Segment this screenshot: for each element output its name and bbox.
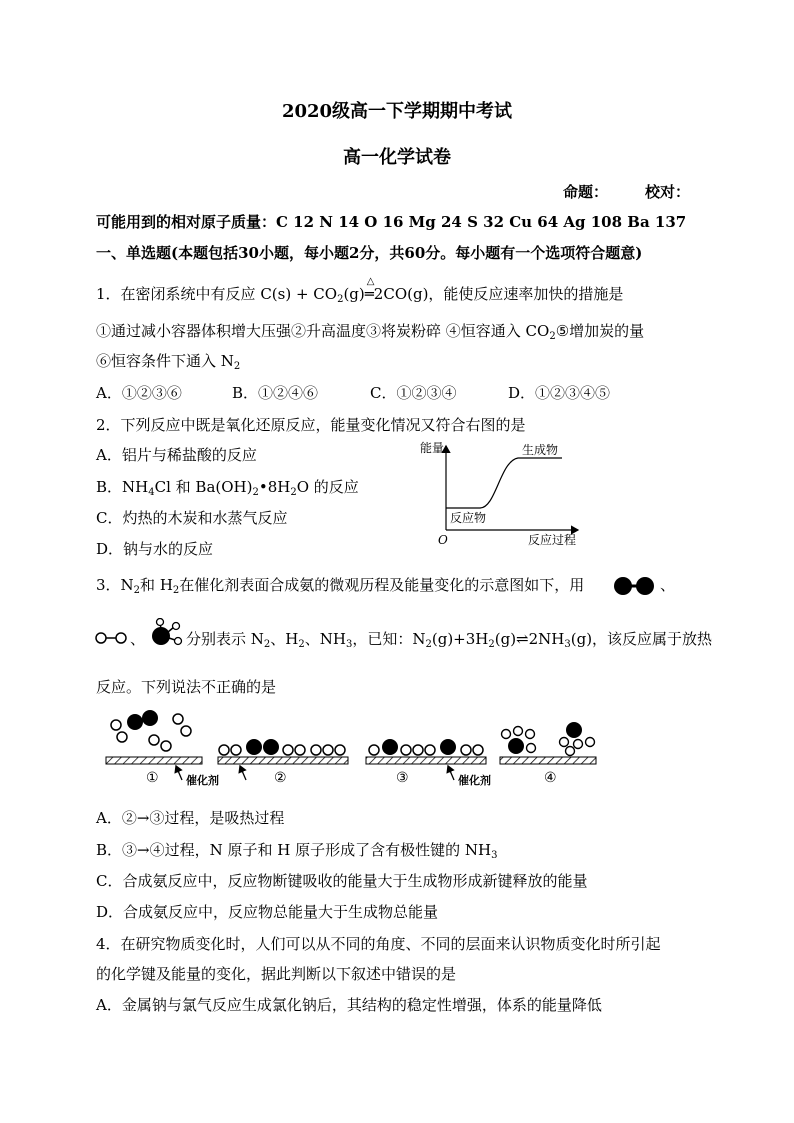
q3-l2b: 分别表示 N: [186, 630, 264, 648]
q3-l2h: (g)，该反应属于放热: [570, 630, 713, 648]
q3-option-d: D．合成氨反应中，反应物总能量大于生成物总能量: [96, 903, 439, 921]
q1-measures-b: ⑤增加炭的量: [555, 322, 645, 340]
q1-stem-c: 2CO(g)，能使反应速率加快的措施是: [373, 285, 624, 303]
q1-measures-line1: [96, 320, 644, 342]
panel-3-label: ③: [396, 770, 409, 786]
setter-label: 命题：: [563, 183, 609, 201]
catalyst-label-1: 催化剂: [186, 774, 219, 787]
q2-b1: B．NH: [96, 478, 149, 496]
q2-option-d: D．钠与水的反应: [96, 540, 214, 558]
nh3-molecule-icon: [146, 618, 184, 650]
q1-stem-a: 1．在密闭系统中有反应 C(s) + CO: [96, 285, 338, 303]
section-heading: 一、单选题(本题包括30小题，每小题2分，共60分。每小题有一个选项符合题意): [96, 244, 643, 262]
sub: 2: [549, 331, 556, 342]
catalysis-diagram: [104, 706, 604, 790]
catalyst-label-2: 催化剂: [458, 774, 491, 787]
sub: 2: [233, 361, 241, 372]
sub: 2: [337, 294, 344, 305]
q2-b2: Cl 和 Ba(OH): [154, 478, 253, 496]
sub: 2: [488, 639, 495, 650]
q2-stem: 2．下列反应中既是氧化还原反应，能量变化情况又符合右图的是: [96, 416, 526, 434]
exam-subtitle: 高一化学试卷: [343, 147, 451, 168]
q3-option-c: C．合成氨反应中，反应物断键吸收的能量大于生成物形成新键释放的能量: [96, 872, 588, 890]
q1-stem-b: (g): [343, 285, 365, 303]
sub: 2: [263, 639, 271, 650]
sub: 2: [290, 487, 297, 498]
product-label: 生成物: [522, 443, 559, 457]
q3-line1: [96, 574, 584, 596]
q3-line2: [186, 628, 712, 650]
q1-option-d: D．①②③④⑤: [508, 384, 611, 402]
sub: 2: [252, 487, 259, 498]
checker-label: 校对：: [645, 183, 691, 201]
h2-molecule-icon: [94, 628, 128, 648]
catalyst-arrow-2: [448, 766, 454, 780]
sub: 3: [345, 639, 353, 650]
q1-measures-c: ⑥恒容条件下通入 N: [96, 352, 234, 370]
q3-l2f: (g)+3H: [431, 630, 489, 648]
n2-molecule-icon: [611, 574, 657, 598]
sub: 4: [148, 487, 155, 498]
panel-2: [218, 739, 348, 786]
origin-label: O: [438, 533, 448, 547]
panel-4-label: ④: [544, 770, 557, 786]
energy-curve: [446, 458, 562, 508]
q3-l1d: 、: [660, 576, 676, 594]
q3-line3: 反应。下列说法不正确的是: [96, 678, 277, 696]
q3-b1: B．③→④过程，N 原子和 H 原子形成了含有极性键的 NH: [96, 841, 492, 859]
q1-option-c: C．①②③④: [370, 384, 457, 402]
q3-l2c: 、H: [270, 630, 299, 648]
q2-option-a: A．铝片与稀盐酸的反应: [96, 446, 257, 464]
q2-option-c: C．灼热的木炭和水蒸气反应: [96, 509, 288, 527]
q3-option-b: [96, 839, 497, 861]
q4-line2: 的化学键及能量的变化，据此判断以下叙述中错误的是: [96, 965, 457, 983]
sub: 2: [425, 639, 432, 650]
q1-measures-line2: [96, 350, 240, 372]
q3-l2g: (g)⇌2NH: [494, 630, 565, 648]
sub: 3: [564, 639, 571, 650]
q2-option-b: [96, 476, 359, 498]
sub: 2: [133, 585, 141, 596]
catalyst-arrow-3: [240, 766, 246, 780]
q1-arrow: △ ═: [364, 276, 375, 303]
energy-diagram: [412, 436, 592, 548]
q3-l2d: 、NH: [304, 630, 346, 648]
q2-b3: •8H: [258, 478, 291, 496]
exam-title: 2020级高一下学期期中考试: [281, 101, 513, 122]
q3-l2e: ，已知：N: [352, 630, 426, 648]
q1-option-a: A．①②③⑥: [96, 384, 182, 402]
q3-l1c: 在催化剂表面合成氨的微观历程及能量变化的示意图如下，用: [179, 576, 585, 594]
catalyst-arrow-1: [176, 766, 182, 780]
atomic-masses: 可能用到的相对原子质量：C 12 N 14 O 16 Mg 24 S 32 Cu 64 Ag 108 Ba 137: [96, 213, 687, 231]
q3-l1a: 3．N: [96, 576, 134, 594]
y-axis-label: 能量: [420, 441, 445, 455]
panel-4: [500, 722, 596, 786]
q1-measures-a: ①通过减小容器体积增大压强②升高温度③将炭粉碎 ④恒容通入 CO: [96, 322, 550, 340]
q2-b4: O 的反应: [296, 478, 359, 496]
q3-option-a: A．②→③过程，是吸热过程: [96, 809, 285, 827]
sub: 2: [172, 585, 180, 596]
panel-2-label: ②: [274, 770, 287, 786]
q3-l1b: 和 H: [140, 576, 173, 594]
q1-stem: [96, 276, 624, 305]
sub: 3: [491, 850, 498, 861]
panel-1-label: ①: [146, 770, 159, 786]
q3-l2a: 、: [130, 630, 146, 648]
q1-option-b: B．①②④⑥: [232, 384, 319, 402]
q4-option-a: A．金属钠与氯气反应生成氯化钠后，其结构的稳定性增强，体系的能量降低: [96, 996, 602, 1014]
x-axis-label: 反应过程: [528, 533, 577, 547]
sub: 2: [298, 639, 305, 650]
delta-symbol: △: [366, 276, 375, 287]
q4-line1: 4．在研究物质变化时，人们可以从不同的角度、不同的层面来认识物质变化时所引起: [96, 935, 661, 953]
reactant-label: 反应物: [450, 511, 487, 525]
